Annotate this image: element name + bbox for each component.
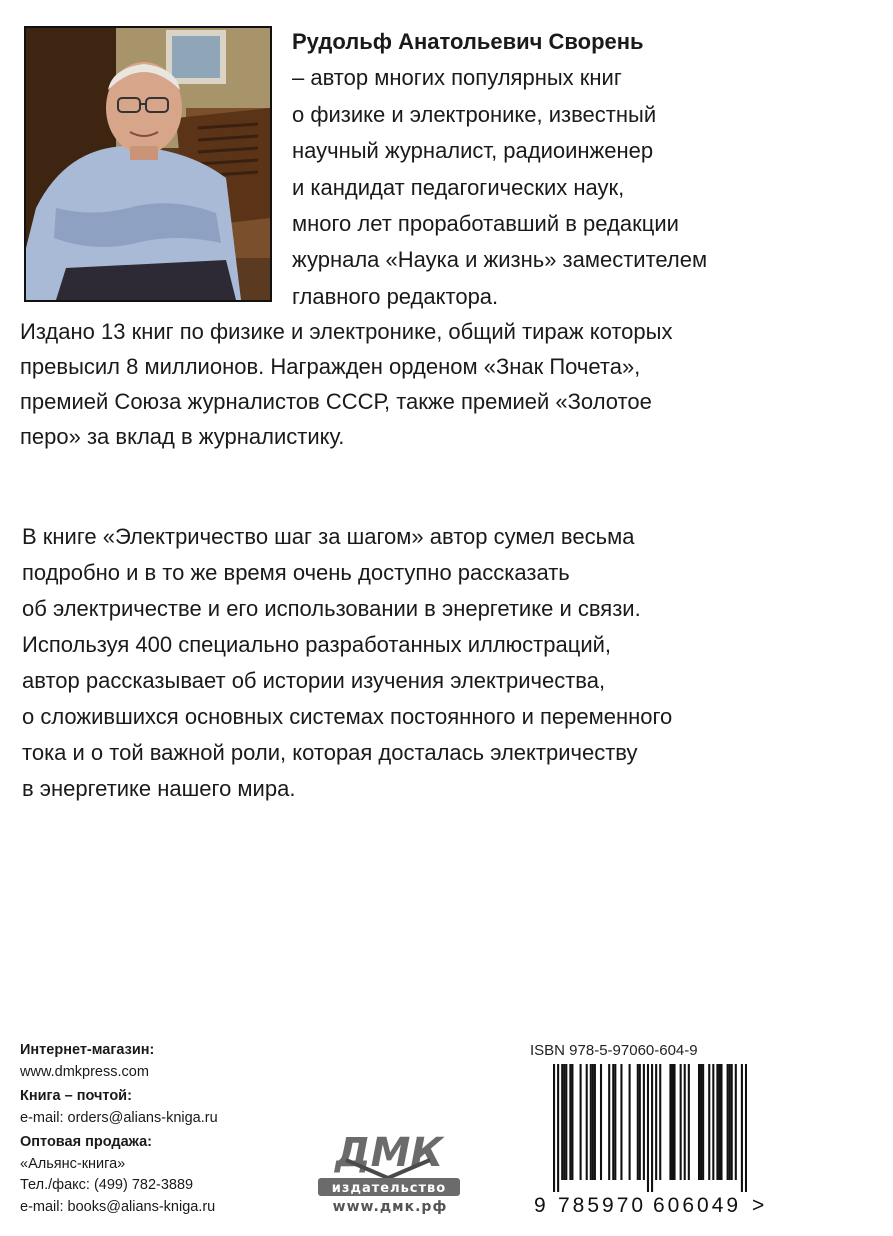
description-line: Используя 400 специально разработанных иллюстраций, bbox=[22, 632, 612, 657]
wholesale-email[interactable]: e-mail: books@alians-kniga.ru bbox=[20, 1198, 216, 1215]
barcode-bar bbox=[720, 1064, 722, 1180]
ean-right-digits: 606049 bbox=[653, 1194, 742, 1217]
barcode-bar bbox=[612, 1064, 614, 1180]
barcode-bar bbox=[594, 1064, 596, 1180]
barcode-bar bbox=[735, 1064, 737, 1180]
barcode-bar bbox=[553, 1064, 555, 1192]
wholesale-phone: Тел./факс: (499) 782-3889 bbox=[20, 1177, 194, 1193]
barcode-bar bbox=[586, 1064, 588, 1180]
barcode-bar bbox=[688, 1064, 690, 1180]
mail-order-email[interactable]: e-mail: orders@alians-kniga.ru bbox=[20, 1109, 218, 1126]
barcode-bar bbox=[639, 1064, 641, 1180]
barcode-bar bbox=[729, 1064, 731, 1180]
barcode-bar bbox=[651, 1064, 653, 1192]
stats-line: превысил 8 миллионов. Награжден орденом «Знак Почета», bbox=[20, 354, 641, 379]
barcode-bar bbox=[608, 1064, 610, 1180]
author-photo-image bbox=[26, 28, 270, 300]
barcode-bar bbox=[745, 1064, 747, 1192]
barcode-bar bbox=[716, 1064, 718, 1180]
shop-url-link[interactable]: www.dmkpress.com bbox=[20, 1063, 149, 1080]
barcode-bar bbox=[563, 1064, 565, 1180]
author-photo bbox=[24, 26, 272, 302]
book-description bbox=[22, 519, 882, 807]
barcode-bar bbox=[708, 1064, 710, 1180]
stats-line: перо» за вклад в журналистику. bbox=[20, 424, 345, 449]
barcode-bar bbox=[571, 1064, 573, 1180]
description-line: об электричестве и его использовании в энергетике и связи. bbox=[22, 596, 641, 621]
wholesale-company: «Альянс-книга» bbox=[20, 1155, 126, 1172]
barcode-bar bbox=[673, 1064, 675, 1180]
dmk-logo-icon bbox=[316, 1126, 462, 1198]
ean-left-digits: 785970 bbox=[558, 1194, 647, 1217]
author-bio-line: научный журналист, радиоинженер bbox=[292, 138, 654, 164]
barcode-bar bbox=[569, 1064, 571, 1180]
barcode-bar bbox=[698, 1064, 700, 1180]
description-line: о сложившихся основных системах постоянного и переменного bbox=[22, 704, 673, 729]
svg-text:ДМК: ДМК bbox=[334, 1130, 444, 1176]
barcode-bar bbox=[614, 1064, 616, 1180]
author-bio-line: о физике и электронике, известный bbox=[292, 101, 657, 127]
barcode-bar bbox=[718, 1064, 720, 1180]
barcode-bar bbox=[620, 1064, 622, 1180]
publisher-site[interactable]: www.дмк.рф bbox=[332, 1199, 448, 1215]
description-line: в энергетике нашего мира. bbox=[22, 776, 296, 801]
isbn-label: ISBN 978-5-97060-604-9 bbox=[530, 1042, 698, 1059]
author-bio-line: много лет проработавший в редакции bbox=[292, 211, 679, 237]
barcode-bar bbox=[629, 1064, 631, 1180]
wholesale-label: Оптовая продажа: bbox=[20, 1134, 152, 1150]
author-name: Рудольф Анатольевич Сворень bbox=[292, 29, 644, 54]
stats-line: Издано 13 книг по физике и электронике, общий тираж которых bbox=[20, 319, 673, 344]
barcode-bar bbox=[600, 1064, 602, 1180]
barcode-bar bbox=[565, 1064, 567, 1180]
barcode-bar bbox=[561, 1064, 563, 1180]
barcode-bar bbox=[592, 1064, 594, 1180]
author-stats-paragraph bbox=[20, 314, 880, 454]
ean-end-marker: > bbox=[752, 1194, 765, 1217]
barcode-bar bbox=[741, 1064, 743, 1192]
barcode-bar bbox=[680, 1064, 682, 1180]
author-bio bbox=[292, 24, 872, 315]
shop-label: Интернет-магазин: bbox=[20, 1042, 155, 1058]
svg-text:издательство: издательство bbox=[331, 1181, 447, 1196]
stats-line: премией Союза журналистов СССР, также премией «Золотое bbox=[20, 389, 652, 414]
barcode-bar bbox=[647, 1064, 649, 1192]
description-line: В книге «Электричество шаг за шагом» автор сумел весьма bbox=[22, 524, 635, 549]
description-line: автор рассказывает об истории изучения электричества, bbox=[22, 668, 606, 693]
barcode-bar bbox=[643, 1064, 645, 1180]
barcode-bar bbox=[712, 1064, 714, 1180]
author-bio-line: журнала «Наука и жизнь» заместителем bbox=[292, 247, 708, 273]
author-bio-line: – автор многих популярных книг bbox=[292, 65, 622, 91]
barcode-bar bbox=[590, 1064, 592, 1180]
description-line: подробно и в то же время очень доступно рассказать bbox=[22, 560, 570, 585]
ean-first-digit: 9 bbox=[534, 1194, 546, 1217]
description-line: тока и о той важной роли, которая досталась электричеству bbox=[22, 740, 638, 765]
author-bio-line: и кандидат педагогических наук, bbox=[292, 174, 625, 200]
barcode-bar bbox=[671, 1064, 673, 1180]
barcode-bar bbox=[731, 1064, 733, 1180]
author-bio-line: главного редактора. bbox=[292, 283, 499, 309]
barcode-bar bbox=[655, 1064, 657, 1180]
mail-order-label: Книга – почтой: bbox=[20, 1088, 132, 1104]
barcode-bar bbox=[659, 1064, 661, 1180]
barcode-bar bbox=[727, 1064, 729, 1180]
barcode-bar bbox=[557, 1064, 559, 1192]
barcode-bar bbox=[580, 1064, 582, 1180]
barcode bbox=[553, 1064, 747, 1192]
barcode-bar bbox=[700, 1064, 702, 1180]
contacts-block bbox=[20, 1040, 320, 1218]
barcode-bar bbox=[637, 1064, 639, 1180]
barcode-bar bbox=[702, 1064, 704, 1180]
barcode-bar bbox=[684, 1064, 686, 1180]
barcode-bar bbox=[669, 1064, 671, 1180]
